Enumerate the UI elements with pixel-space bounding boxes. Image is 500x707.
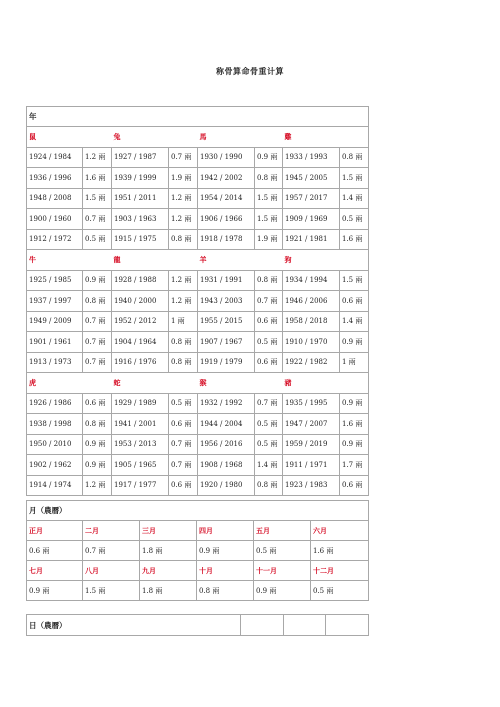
table-row — [27, 352, 369, 373]
month-label: 八月 — [83, 561, 140, 581]
year-pair-cell: 1907 / 1967 — [198, 332, 255, 353]
year-pair-cell: 1951 / 2011 — [112, 188, 169, 209]
year-pair-cell: 1916 / 1976 — [112, 352, 169, 373]
year-pair-cell: 1950 / 2010 — [27, 434, 83, 455]
month-label: 正月 — [27, 521, 83, 541]
weight-cell: 0.5 兩 — [340, 209, 369, 230]
weight-cell: 1.9 兩 — [169, 168, 198, 189]
year-pair-cell: 1932 / 1992 — [198, 393, 255, 414]
weight-cell: 1.4 兩 — [255, 455, 283, 476]
table-row — [27, 291, 369, 312]
year-pair-cell: 1922 / 1982 — [283, 352, 340, 373]
month-label: 十月 — [197, 561, 254, 581]
weight-cell: 1.4 兩 — [340, 311, 369, 332]
weight-cell: 0.9 兩 — [83, 270, 112, 291]
weight-cell: 0.9 兩 — [254, 581, 311, 601]
year-pair-cell: 1934 / 1994 — [283, 270, 340, 291]
year-pair-cell: 1938 / 1998 — [27, 414, 83, 435]
month-label: 九月 — [140, 561, 197, 581]
table-row — [27, 188, 369, 209]
year-pair-cell: 1959 / 2019 — [283, 434, 340, 455]
month-label: 十一月 — [254, 561, 311, 581]
year-pair-cell: 1942 / 2002 — [198, 168, 255, 189]
day-empty-cell — [241, 615, 284, 636]
month-weight-table — [26, 500, 369, 601]
weight-cell: 1.8 兩 — [140, 541, 197, 561]
weight-cell: 0.7 兩 — [83, 332, 112, 353]
weight-cell: 0.7 兩 — [255, 291, 283, 312]
weight-cell: 0.8 兩 — [197, 581, 254, 601]
weight-cell: 0.5 兩 — [254, 541, 311, 561]
table-row — [27, 332, 369, 353]
table-row — [27, 147, 369, 168]
year-pair-cell: 1926 / 1986 — [27, 393, 83, 414]
weight-cell: 0.7 兩 — [83, 209, 112, 230]
year-pair-cell: 1918 / 1978 — [198, 229, 255, 250]
year-pair-cell: 1953 / 2013 — [112, 434, 169, 455]
weight-cell: 0.9 兩 — [340, 332, 369, 353]
year-pair-cell: 1920 / 1980 — [198, 475, 255, 496]
weight-cell: 0.5 兩 — [169, 393, 198, 414]
table-row — [27, 475, 369, 496]
weight-cell: 0.9 兩 — [340, 434, 369, 455]
weight-cell: 1.8 兩 — [140, 581, 197, 601]
weight-cell: 0.9 兩 — [197, 541, 254, 561]
day-empty-cell — [284, 615, 326, 636]
year-pair-cell: 1919 / 1979 — [198, 352, 255, 373]
year-pair-cell: 1930 / 1990 — [198, 147, 255, 168]
year-pair-cell: 1954 / 2014 — [198, 188, 255, 209]
year-pair-cell: 1912 / 1972 — [27, 229, 83, 250]
zodiac-label: 狗 — [283, 250, 369, 271]
year-pair-cell: 1923 / 1983 — [283, 475, 340, 496]
page-title: 称骨算命骨重计算 — [216, 66, 284, 76]
zodiac-label: 鼠 — [27, 127, 112, 148]
weight-cell: 0.8 兩 — [255, 270, 283, 291]
month-label: 四月 — [197, 521, 254, 541]
zodiac-label: 虎 — [27, 373, 112, 394]
table-row — [27, 455, 369, 476]
weight-cell: 0.6 兩 — [169, 414, 198, 435]
year-pair-cell: 1936 / 1996 — [27, 168, 83, 189]
month-label: 二月 — [83, 521, 140, 541]
weight-cell: 0.9 兩 — [340, 393, 369, 414]
weight-cell: 0.7 兩 — [169, 147, 198, 168]
weight-cell: 1.2 兩 — [169, 270, 198, 291]
weight-cell: 1.5 兩 — [255, 188, 283, 209]
zodiac-label: 雞 — [283, 127, 369, 148]
table-row — [27, 311, 369, 332]
weight-cell: 0.8 兩 — [169, 229, 198, 250]
year-pair-cell: 1925 / 1985 — [27, 270, 83, 291]
weight-cell: 0.9 兩 — [83, 455, 112, 476]
zodiac-label: 猴 — [198, 373, 283, 394]
weight-cell: 1.7 兩 — [340, 455, 369, 476]
year-pair-cell: 1902 / 1962 — [27, 455, 83, 476]
weight-cell: 1.6 兩 — [340, 229, 369, 250]
year-pair-cell: 1956 / 2016 — [198, 434, 255, 455]
table-row — [27, 393, 369, 414]
month-label: 六月 — [311, 521, 369, 541]
year-pair-cell: 1935 / 1995 — [283, 393, 340, 414]
year-pair-cell: 1952 / 2012 — [112, 311, 169, 332]
day-weight-table — [26, 614, 369, 636]
weight-cell: 0.5 兩 — [311, 581, 369, 601]
year-pair-cell: 1911 / 1971 — [283, 455, 340, 476]
weight-cell: 0.6 兩 — [255, 352, 283, 373]
year-pair-cell: 1904 / 1964 — [112, 332, 169, 353]
year-pair-cell: 1909 / 1969 — [283, 209, 340, 230]
weight-cell: 1.5 兩 — [340, 168, 369, 189]
weight-cell: 0.8 兩 — [169, 332, 198, 353]
year-pair-cell: 1948 / 2008 — [27, 188, 83, 209]
weight-cell: 0.6 兩 — [340, 475, 369, 496]
year-pair-cell: 1949 / 2009 — [27, 311, 83, 332]
table-row — [27, 270, 369, 291]
weight-cell: 0.7 兩 — [83, 311, 112, 332]
day-empty-cell — [326, 615, 369, 636]
weight-cell: 0.8 兩 — [255, 168, 283, 189]
table-row — [27, 209, 369, 230]
table-row — [27, 434, 369, 455]
weight-cell: 0.5 兩 — [255, 434, 283, 455]
weight-cell: 0.8 兩 — [83, 414, 112, 435]
year-pair-cell: 1947 / 2007 — [283, 414, 340, 435]
year-pair-cell: 1943 / 2003 — [198, 291, 255, 312]
weight-cell: 0.9 兩 — [27, 581, 83, 601]
zodiac-label: 馬 — [198, 127, 283, 148]
weight-cell: 1.5 兩 — [340, 270, 369, 291]
year-pair-cell: 1927 / 1987 — [112, 147, 169, 168]
weight-cell: 1.6 兩 — [83, 168, 112, 189]
weight-cell: 1.5 兩 — [255, 209, 283, 230]
weight-cell: 1 兩 — [340, 352, 369, 373]
weight-cell: 0.9 兩 — [83, 434, 112, 455]
year-pair-cell: 1906 / 1966 — [198, 209, 255, 230]
weight-cell: 1.2 兩 — [169, 291, 198, 312]
year-weight-table — [26, 106, 369, 496]
weight-cell: 0.8 兩 — [169, 352, 198, 373]
year-pair-cell: 1944 / 2004 — [198, 414, 255, 435]
year-pair-cell: 1908 / 1968 — [198, 455, 255, 476]
table-row — [27, 414, 369, 435]
table-row — [27, 229, 369, 250]
year-pair-cell: 1924 / 1984 — [27, 147, 83, 168]
weight-cell: 0.7 兩 — [169, 434, 198, 455]
month-label: 五月 — [254, 521, 311, 541]
weight-cell: 0.8 兩 — [83, 291, 112, 312]
year-pair-cell: 1958 / 2018 — [283, 311, 340, 332]
weight-cell: 1.6 兩 — [340, 414, 369, 435]
weight-cell: 1.5 兩 — [83, 188, 112, 209]
year-pair-cell: 1915 / 1975 — [112, 229, 169, 250]
year-pair-cell: 1931 / 1991 — [198, 270, 255, 291]
zodiac-label: 羊 — [198, 250, 283, 271]
weight-cell: 0.5 兩 — [255, 414, 283, 435]
weight-cell: 0.5 兩 — [255, 332, 283, 353]
year-pair-cell: 1921 / 1981 — [283, 229, 340, 250]
year-pair-cell: 1901 / 1961 — [27, 332, 83, 353]
weight-cell: 0.8 兩 — [255, 475, 283, 496]
month-label: 三月 — [140, 521, 197, 541]
year-pair-cell: 1933 / 1993 — [283, 147, 340, 168]
year-pair-cell: 1900 / 1960 — [27, 209, 83, 230]
year-pair-cell: 1910 / 1970 — [283, 332, 340, 353]
zodiac-label: 牛 — [27, 250, 112, 271]
year-pair-cell: 1939 / 1999 — [112, 168, 169, 189]
year-pair-cell: 1957 / 2017 — [283, 188, 340, 209]
zodiac-label: 龍 — [112, 250, 198, 271]
weight-cell: 1.4 兩 — [340, 188, 369, 209]
weight-cell: 0.9 兩 — [255, 147, 283, 168]
zodiac-label: 兔 — [112, 127, 198, 148]
month-label: 七月 — [27, 561, 83, 581]
weight-cell: 1.2 兩 — [83, 147, 112, 168]
weight-cell: 0.5 兩 — [83, 229, 112, 250]
weight-cell: 1.5 兩 — [83, 581, 140, 601]
year-pair-cell: 1929 / 1989 — [112, 393, 169, 414]
year-pair-cell: 1946 / 2006 — [283, 291, 340, 312]
weight-cell: 0.8 兩 — [340, 147, 369, 168]
year-pair-cell: 1914 / 1974 — [27, 475, 83, 496]
year-section-label: 年 — [27, 107, 369, 127]
year-pair-cell: 1940 / 2000 — [112, 291, 169, 312]
weight-cell: 0.6 兩 — [340, 291, 369, 312]
year-pair-cell: 1905 / 1965 — [112, 455, 169, 476]
weight-cell: 0.7 兩 — [83, 352, 112, 373]
table-row — [27, 168, 369, 189]
year-pair-cell: 1955 / 2015 — [198, 311, 255, 332]
weight-cell: 0.6 兩 — [83, 393, 112, 414]
weight-cell: 1.9 兩 — [255, 229, 283, 250]
year-pair-cell: 1903 / 1963 — [112, 209, 169, 230]
year-pair-cell: 1937 / 1997 — [27, 291, 83, 312]
year-pair-cell: 1945 / 2005 — [283, 168, 340, 189]
month-section-label: 月（農曆） — [27, 501, 369, 521]
weight-cell: 0.6 兩 — [169, 475, 198, 496]
day-section-label: 日（農曆） — [27, 615, 241, 636]
weight-cell: 1.2 兩 — [169, 188, 198, 209]
weight-cell: 0.6 兩 — [255, 311, 283, 332]
year-pair-cell: 1913 / 1973 — [27, 352, 83, 373]
weight-cell: 0.6 兩 — [27, 541, 83, 561]
weight-cell: 0.7 兩 — [83, 541, 140, 561]
weight-cell: 0.7 兩 — [255, 393, 283, 414]
weight-cell: 1.6 兩 — [311, 541, 369, 561]
zodiac-label: 蛇 — [112, 373, 198, 394]
year-pair-cell: 1917 / 1977 — [112, 475, 169, 496]
month-label: 十二月 — [311, 561, 369, 581]
year-pair-cell: 1928 / 1988 — [112, 270, 169, 291]
weight-cell: 0.7 兩 — [169, 455, 198, 476]
year-pair-cell: 1941 / 2001 — [112, 414, 169, 435]
weight-cell: 1 兩 — [169, 311, 198, 332]
zodiac-label: 豬 — [283, 373, 369, 394]
weight-cell: 1.2 兩 — [169, 209, 198, 230]
weight-cell: 1.2 兩 — [83, 475, 112, 496]
